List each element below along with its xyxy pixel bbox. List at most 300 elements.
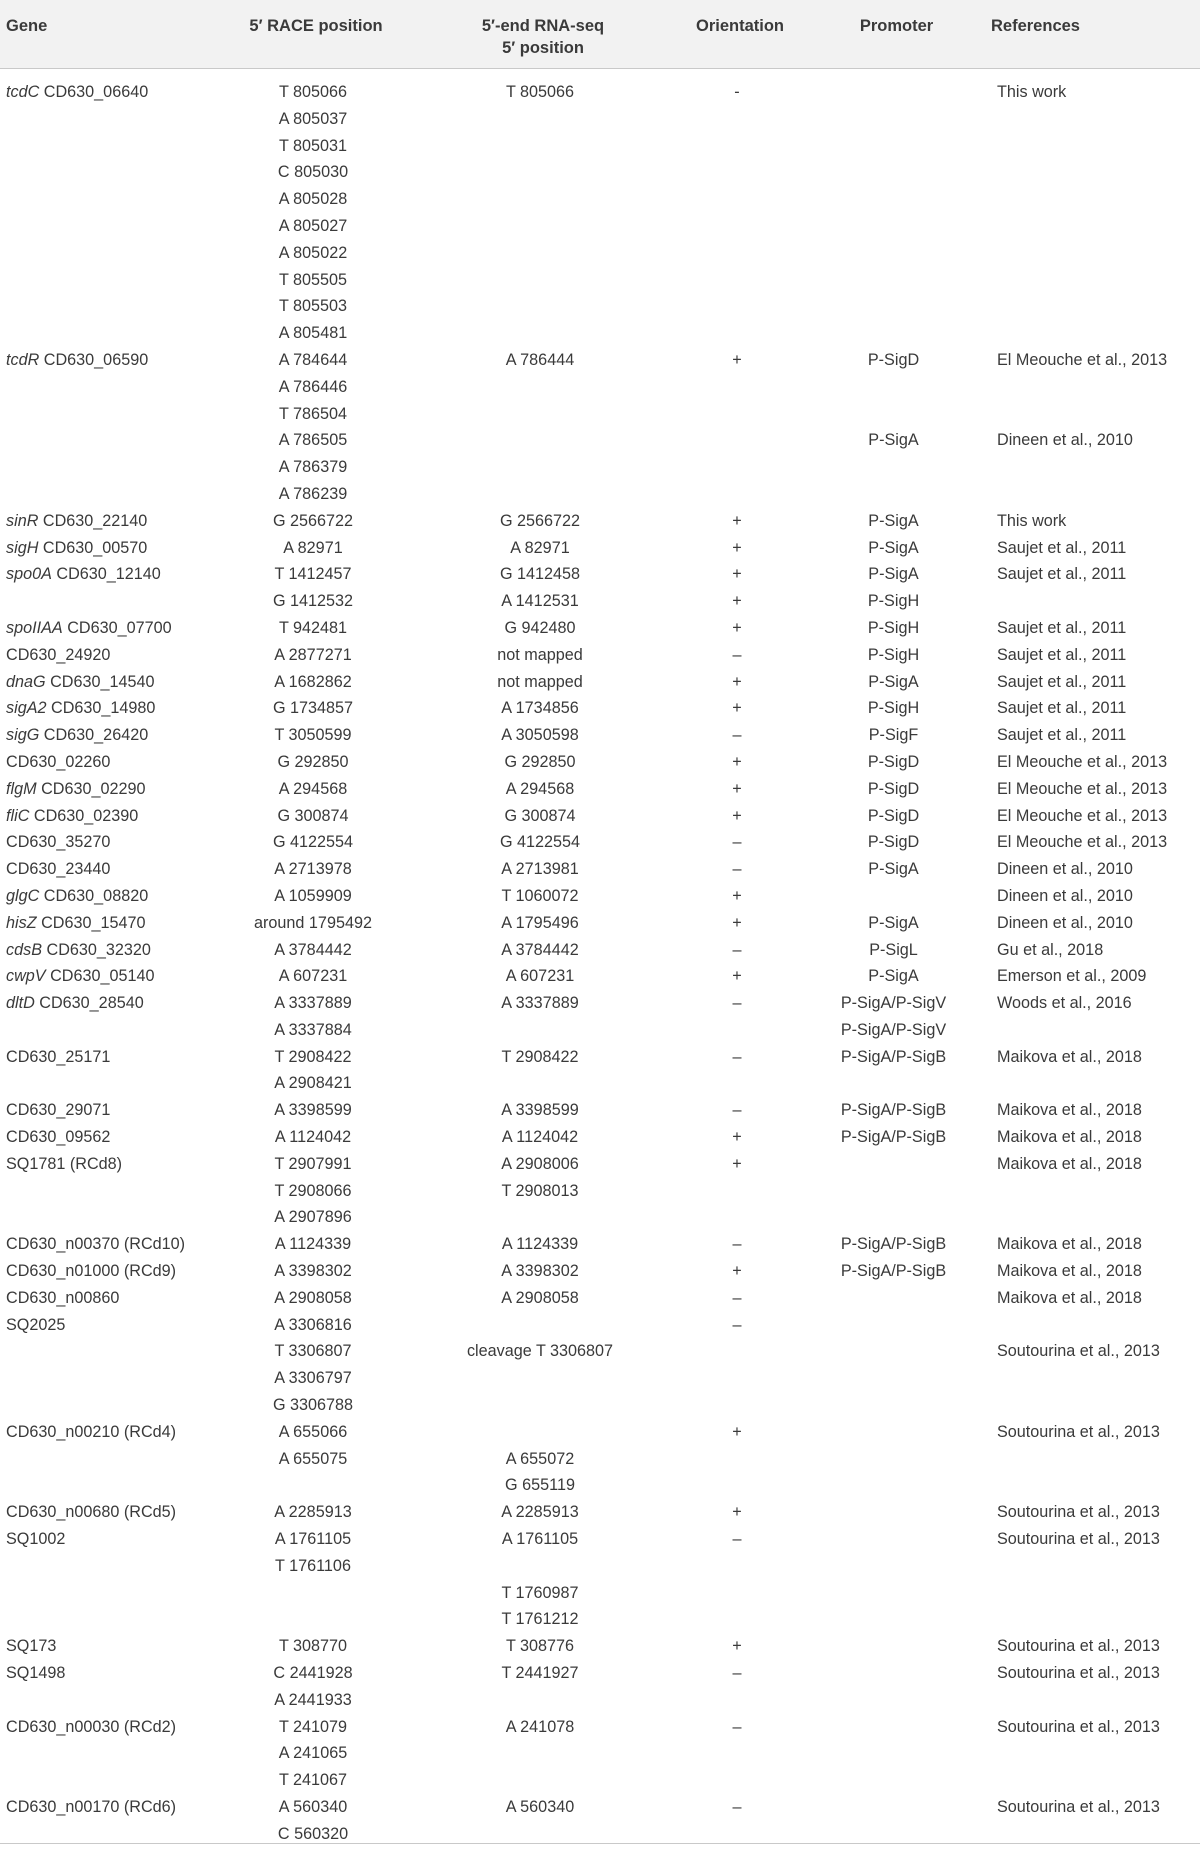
cell-race-position: A 655075 bbox=[278, 1449, 348, 1468]
cell-rnaseq-position bbox=[408, 427, 672, 454]
cell-orientation: + bbox=[732, 538, 742, 557]
gene-symbol: spo0A bbox=[6, 565, 52, 584]
cell-orientation: + bbox=[732, 886, 742, 905]
cell-promoter: P-SigA/P-SigB bbox=[840, 1047, 947, 1066]
cell-orientation bbox=[672, 1446, 802, 1473]
cell-reference: Maikova et al., 2018 bbox=[997, 1047, 1142, 1066]
cell-reference bbox=[985, 1580, 1200, 1607]
cell-promoter bbox=[802, 320, 985, 347]
gene-locus: SQ173 bbox=[6, 1637, 57, 1656]
table-row bbox=[0, 1044, 1200, 1071]
cell-rnaseq-position bbox=[408, 1312, 672, 1339]
cell-reference: Soutourina et al., 2013 bbox=[997, 1530, 1160, 1549]
gene-locus: CD630_n01000 (RCd9) bbox=[6, 1262, 177, 1281]
cell-promoter bbox=[802, 133, 985, 160]
cell-reference bbox=[985, 186, 1200, 213]
cell-race-position: A 3306797 bbox=[274, 1369, 352, 1388]
cell-promoter bbox=[802, 1285, 985, 1312]
cell-rnaseq-position bbox=[408, 454, 672, 481]
cell-race-position: T 786504 bbox=[278, 404, 348, 423]
table-row bbox=[0, 963, 1200, 990]
gene-locus: CD630_n00860 bbox=[6, 1288, 120, 1307]
cell-promoter: P-SigA bbox=[868, 860, 919, 879]
cell-orientation bbox=[672, 1580, 802, 1607]
cell-gene bbox=[0, 1472, 218, 1499]
gene-locus: SQ1002 bbox=[6, 1530, 66, 1549]
cell-gene bbox=[0, 240, 218, 267]
cell-gene bbox=[0, 374, 218, 401]
cell-rnaseq-position bbox=[408, 293, 672, 320]
cell-orientation bbox=[672, 1606, 802, 1633]
table-row bbox=[0, 133, 1200, 160]
cell-reference bbox=[985, 1606, 1200, 1633]
cell-reference bbox=[985, 213, 1200, 240]
cell-reference bbox=[985, 293, 1200, 320]
cell-orientation: + bbox=[732, 699, 742, 718]
cell-orientation bbox=[672, 1365, 802, 1392]
cell-reference: Saujet et al., 2011 bbox=[997, 618, 1127, 637]
cell-reference: This work bbox=[997, 83, 1067, 101]
cell-promoter: P-SigH bbox=[867, 699, 920, 718]
cell-reference: Dineen et al., 2010 bbox=[997, 860, 1133, 879]
table-row bbox=[0, 1580, 1200, 1607]
table-row bbox=[0, 1472, 1200, 1499]
cell-reference: Maikova et al., 2018 bbox=[997, 1154, 1142, 1173]
cell-reference: Saujet et al., 2011 bbox=[997, 565, 1127, 584]
cell-reference: El Meouche et al., 2013 bbox=[997, 752, 1168, 771]
cell-race-position: G 292850 bbox=[277, 752, 349, 771]
cell-race-position: T 805503 bbox=[278, 297, 348, 316]
cell-rnaseq-position bbox=[408, 213, 672, 240]
cell-promoter: P-SigA/P-SigB bbox=[840, 1235, 947, 1254]
cell-reference: Soutourina et al., 2013 bbox=[997, 1342, 1160, 1361]
cell-gene bbox=[0, 1285, 218, 1312]
cell-orientation bbox=[672, 1070, 802, 1097]
cell-orientation bbox=[672, 1178, 802, 1205]
cell-orientation: – bbox=[732, 1664, 742, 1683]
gene-symbol: flgM bbox=[6, 779, 37, 798]
cell-race-position: T 2908066 bbox=[274, 1181, 352, 1200]
cell-race-position: A 3398302 bbox=[274, 1262, 352, 1281]
cell-gene bbox=[0, 159, 218, 186]
cell-promoter bbox=[802, 883, 985, 910]
table-row bbox=[0, 1070, 1200, 1097]
cell-promoter bbox=[802, 240, 985, 267]
cell-rnaseq-position: A 3050598 bbox=[501, 726, 579, 745]
cell-reference bbox=[985, 1767, 1200, 1794]
cell-race-position: G 4122554 bbox=[272, 833, 354, 852]
gene-symbol: sigH bbox=[6, 538, 39, 557]
table-body bbox=[0, 69, 1200, 1848]
gene-locus: SQ1781 (RCd8) bbox=[6, 1154, 123, 1173]
cell-rnaseq-position: G 300874 bbox=[504, 806, 576, 825]
table-row bbox=[0, 615, 1200, 642]
cell-race-position: A 2713978 bbox=[274, 860, 352, 879]
cell-reference bbox=[985, 481, 1200, 508]
cell-race-position: G 1734857 bbox=[272, 699, 354, 718]
cell-orientation bbox=[672, 1767, 802, 1794]
cell-rnaseq-position: not mapped bbox=[497, 672, 583, 691]
cell-race-position: C 560320 bbox=[277, 1824, 349, 1843]
cell-gene bbox=[0, 1204, 218, 1231]
cell-gene bbox=[0, 749, 218, 776]
cell-orientation: – bbox=[732, 940, 742, 959]
cell-race-position: G 3306788 bbox=[272, 1396, 354, 1415]
gene-locus: CD630_29071 bbox=[6, 1101, 111, 1120]
cell-rnaseq-position: T 805066 bbox=[505, 83, 575, 101]
table-row bbox=[0, 1767, 1200, 1794]
table-row bbox=[0, 1714, 1200, 1741]
cell-promoter: P-SigA bbox=[868, 565, 919, 584]
cell-promoter: P-SigA bbox=[868, 511, 919, 530]
cell-rnaseq-position bbox=[408, 401, 672, 428]
table-row bbox=[0, 1687, 1200, 1714]
cell-race-position: T 805066 bbox=[278, 83, 348, 101]
cell-gene bbox=[0, 213, 218, 240]
cell-race-position: A 784644 bbox=[278, 350, 348, 369]
table-row bbox=[0, 749, 1200, 776]
cell-race-position: A 82971 bbox=[283, 538, 343, 557]
cell-race-position: T 308770 bbox=[278, 1637, 348, 1656]
cell-race-position: A 805027 bbox=[278, 216, 348, 235]
cell-promoter bbox=[802, 1687, 985, 1714]
cell-rnaseq-position bbox=[408, 1070, 672, 1097]
cell-race-position: A 607231 bbox=[278, 967, 348, 986]
gene-locus: CD630_28540 bbox=[34, 994, 144, 1013]
cell-promoter bbox=[802, 106, 985, 133]
table-row bbox=[0, 1446, 1200, 1473]
cell-reference: Dineen et al., 2010 bbox=[997, 886, 1133, 905]
cell-gene bbox=[0, 803, 218, 830]
cell-race-position: T 805505 bbox=[278, 270, 348, 289]
cell-orientation: + bbox=[732, 350, 742, 369]
cell-promoter bbox=[802, 374, 985, 401]
cell-orientation bbox=[672, 1017, 802, 1044]
cell-rnaseq-position bbox=[408, 267, 672, 294]
header-gene: Gene bbox=[0, 0, 218, 69]
table-row bbox=[0, 1097, 1200, 1124]
cell-rnaseq-position: A 1124339 bbox=[501, 1235, 579, 1254]
cell-orientation bbox=[672, 1338, 802, 1365]
table-row bbox=[0, 669, 1200, 696]
gene-symbol: fliC bbox=[6, 806, 30, 825]
cell-reference: Saujet et al., 2011 bbox=[997, 645, 1127, 664]
cell-gene bbox=[0, 910, 218, 937]
cell-reference: El Meouche et al., 2013 bbox=[997, 806, 1168, 825]
cell-race-position: T 942481 bbox=[278, 618, 348, 637]
cell-gene bbox=[0, 508, 218, 535]
cell-promoter: P-SigA bbox=[868, 672, 919, 691]
table-row bbox=[0, 401, 1200, 428]
cell-reference bbox=[985, 588, 1200, 615]
cell-orientation bbox=[672, 159, 802, 186]
gene-symbol: hisZ bbox=[6, 913, 37, 932]
table-row bbox=[0, 320, 1200, 347]
cell-race-position: A 1124339 bbox=[274, 1235, 352, 1254]
cell-promoter: P-SigD bbox=[867, 779, 920, 798]
cell-orientation bbox=[672, 427, 802, 454]
cell-rnaseq-position bbox=[408, 1553, 672, 1580]
table-row bbox=[0, 106, 1200, 133]
table-row bbox=[0, 1633, 1200, 1660]
cell-reference: Soutourina et al., 2013 bbox=[997, 1503, 1160, 1522]
cell-gene bbox=[0, 615, 218, 642]
cell-reference: Maikova et al., 2018 bbox=[997, 1262, 1142, 1281]
cell-rnaseq-position bbox=[408, 106, 672, 133]
cell-promoter: P-SigA bbox=[868, 538, 919, 557]
cell-orientation: – bbox=[732, 1530, 742, 1549]
cell-orientation: – bbox=[732, 645, 742, 664]
gene-symbol: sinR bbox=[6, 511, 39, 530]
cell-race-position: G 1412532 bbox=[272, 592, 354, 611]
cell-rnaseq-position: G 942480 bbox=[504, 618, 576, 637]
header-row bbox=[0, 0, 1200, 69]
cell-promoter: P-SigA bbox=[868, 967, 919, 986]
cell-orientation bbox=[672, 186, 802, 213]
table-row bbox=[0, 159, 1200, 186]
cell-rnaseq-position: A 3398302 bbox=[501, 1262, 579, 1281]
cell-rnaseq-position: A 2908058 bbox=[501, 1288, 579, 1307]
cell-reference: This work bbox=[997, 511, 1067, 530]
table-row bbox=[0, 937, 1200, 964]
cell-race-position: T 805031 bbox=[278, 136, 348, 155]
cell-reference: Soutourina et al., 2013 bbox=[997, 1637, 1160, 1656]
cell-orientation: + bbox=[732, 1128, 742, 1147]
table-row bbox=[0, 1794, 1200, 1821]
cell-rnaseq-position: A 1795496 bbox=[501, 913, 579, 932]
cell-orientation bbox=[672, 1687, 802, 1714]
cell-promoter bbox=[802, 1714, 985, 1741]
cell-promoter bbox=[802, 1365, 985, 1392]
cell-reference bbox=[985, 1446, 1200, 1473]
cell-orientation: – bbox=[732, 994, 742, 1013]
cell-rnaseq-position bbox=[408, 1204, 672, 1231]
gene-locus: CD630_n00030 (RCd2) bbox=[6, 1717, 177, 1736]
cell-reference: Soutourina et al., 2013 bbox=[997, 1798, 1160, 1816]
cell-orientation: – bbox=[732, 1717, 742, 1736]
cell-race-position: T 3306807 bbox=[274, 1342, 352, 1361]
cell-race-position: A 3306816 bbox=[274, 1315, 352, 1334]
cell-promoter bbox=[802, 1633, 985, 1660]
cell-reference bbox=[985, 159, 1200, 186]
gene-locus: CD630_n00370 (RCd10) bbox=[6, 1235, 186, 1254]
cell-race-position: A 805022 bbox=[278, 243, 348, 262]
cell-rnaseq-position: A 2285913 bbox=[501, 1503, 579, 1522]
cell-rnaseq-position: A 241078 bbox=[505, 1717, 575, 1736]
cell-race-position: A 2908058 bbox=[274, 1288, 352, 1307]
cell-orientation: + bbox=[732, 1154, 742, 1173]
table-row bbox=[0, 1553, 1200, 1580]
table-row bbox=[0, 374, 1200, 401]
gene-locus: CD630_n00170 (RCd6) bbox=[6, 1798, 177, 1816]
table-row bbox=[0, 1258, 1200, 1285]
table-row bbox=[0, 427, 1200, 454]
cell-race-position: A 3784442 bbox=[274, 940, 352, 959]
cell-promoter bbox=[802, 1553, 985, 1580]
cell-rnaseq-position: G 2566722 bbox=[499, 511, 581, 530]
table-row bbox=[0, 1740, 1200, 1767]
table-row bbox=[0, 186, 1200, 213]
table-row bbox=[0, 883, 1200, 910]
cell-rnaseq-position: A 655072 bbox=[505, 1449, 575, 1468]
cell-gene bbox=[0, 1499, 218, 1526]
cell-race-position: T 1412457 bbox=[274, 565, 352, 584]
cell-race-position: around 1795492 bbox=[254, 913, 372, 932]
cell-reference bbox=[985, 454, 1200, 481]
cell-race-position bbox=[218, 1606, 408, 1633]
gene-symbol: dltD bbox=[6, 994, 35, 1013]
cell-reference: Maikova et al., 2018 bbox=[997, 1288, 1142, 1307]
cell-reference: Saujet et al., 2011 bbox=[997, 699, 1127, 718]
table-row bbox=[0, 1231, 1200, 1258]
cell-reference bbox=[985, 1178, 1200, 1205]
gene-locus: CD630_35270 bbox=[6, 833, 111, 852]
cell-rnaseq-position: cleavage T 3306807 bbox=[466, 1342, 614, 1361]
table-row bbox=[0, 910, 1200, 937]
header-rnaseq-position: 5′-end RNA-seq 5′ position bbox=[408, 0, 672, 69]
cell-race-position: C 2441928 bbox=[273, 1664, 353, 1683]
cell-race-position bbox=[218, 1580, 408, 1607]
header-orientation: Orientation bbox=[672, 0, 802, 69]
cell-promoter bbox=[802, 1070, 985, 1097]
cell-orientation: – bbox=[732, 1315, 742, 1334]
header-race-position: 5′ RACE position bbox=[218, 0, 408, 69]
cell-rnaseq-position bbox=[408, 159, 672, 186]
cell-gene bbox=[0, 937, 218, 964]
cell-orientation bbox=[672, 293, 802, 320]
cell-promoter bbox=[802, 1204, 985, 1231]
cell-rnaseq-position: T 1761212 bbox=[501, 1610, 579, 1629]
cell-promoter bbox=[802, 267, 985, 294]
table-row bbox=[0, 561, 1200, 588]
cell-gene bbox=[0, 535, 218, 562]
gene-locus: CD630_12140 bbox=[51, 565, 161, 584]
table-row bbox=[0, 347, 1200, 374]
cell-orientation bbox=[672, 454, 802, 481]
cell-reference bbox=[985, 106, 1200, 133]
cell-race-position: A 786379 bbox=[278, 458, 348, 477]
cell-orientation: + bbox=[732, 565, 742, 584]
cell-gene bbox=[0, 1714, 218, 1741]
table-row bbox=[0, 1526, 1200, 1553]
table-row bbox=[0, 642, 1200, 669]
cell-gene bbox=[0, 320, 218, 347]
cell-reference: Dineen et al., 2010 bbox=[997, 431, 1133, 450]
cell-orientation: - bbox=[734, 83, 740, 101]
table-row bbox=[0, 1178, 1200, 1205]
cell-gene bbox=[0, 561, 218, 588]
cell-gene bbox=[0, 1526, 218, 1553]
table-row bbox=[0, 990, 1200, 1017]
cell-rnaseq-position: T 2441927 bbox=[501, 1664, 579, 1683]
gene-locus: CD630_24920 bbox=[6, 645, 111, 664]
cell-rnaseq-position: A 3784442 bbox=[501, 940, 579, 959]
cell-orientation bbox=[672, 133, 802, 160]
cell-rnaseq-position bbox=[408, 1419, 672, 1446]
cell-gene bbox=[0, 990, 218, 1017]
cell-orientation bbox=[672, 1204, 802, 1231]
cell-reference bbox=[985, 1312, 1200, 1339]
gene-locus: CD630_n00680 (RCd5) bbox=[6, 1503, 177, 1522]
gene-symbol: tcdC bbox=[6, 83, 40, 101]
table-row bbox=[0, 1151, 1200, 1178]
cell-orientation bbox=[672, 401, 802, 428]
gene-locus: CD630_08820 bbox=[39, 886, 149, 905]
cell-race-position: A 1761105 bbox=[274, 1530, 352, 1549]
cell-promoter: P-SigF bbox=[868, 726, 919, 745]
cell-gene bbox=[0, 883, 218, 910]
cell-rnaseq-position: A 2713981 bbox=[501, 860, 579, 879]
cell-rnaseq-position: not mapped bbox=[497, 645, 583, 664]
cell-reference bbox=[985, 133, 1200, 160]
cell-gene bbox=[0, 1312, 218, 1339]
table-row bbox=[0, 1017, 1200, 1044]
cell-gene bbox=[0, 1392, 218, 1419]
cell-promoter: P-SigA/P-SigV bbox=[840, 1020, 947, 1039]
cell-rnaseq-position bbox=[408, 1740, 672, 1767]
cell-orientation: + bbox=[732, 1503, 742, 1522]
cell-rnaseq-position: A 1412531 bbox=[501, 592, 579, 611]
cell-gene bbox=[0, 1794, 218, 1821]
gene-locus: CD630_07700 bbox=[62, 618, 172, 637]
cell-reference: Saujet et al., 2011 bbox=[997, 726, 1127, 745]
cell-race-position: T 2907991 bbox=[274, 1154, 352, 1173]
cell-rnaseq-position bbox=[408, 1365, 672, 1392]
cell-race-position bbox=[218, 1472, 408, 1499]
cell-race-position: T 1761106 bbox=[275, 1556, 351, 1575]
cell-gene bbox=[0, 829, 218, 856]
cell-race-position: A 3398599 bbox=[274, 1101, 352, 1120]
cell-promoter bbox=[802, 454, 985, 481]
cell-promoter bbox=[802, 186, 985, 213]
cell-gene bbox=[0, 1365, 218, 1392]
cell-race-position: A 786239 bbox=[278, 484, 348, 503]
cell-rnaseq-position bbox=[408, 1767, 672, 1794]
table-row bbox=[0, 856, 1200, 883]
cell-gene bbox=[0, 1178, 218, 1205]
cell-gene bbox=[0, 1633, 218, 1660]
cell-orientation: – bbox=[732, 726, 742, 745]
cell-gene bbox=[0, 1097, 218, 1124]
cell-race-position: G 300874 bbox=[277, 806, 349, 825]
cell-race-position: A 786505 bbox=[278, 431, 348, 450]
cell-rnaseq-position: A 786444 bbox=[505, 350, 575, 369]
cell-promoter: P-SigD bbox=[867, 350, 920, 369]
cell-rnaseq-position: A 1124042 bbox=[501, 1128, 579, 1147]
cell-race-position: A 560340 bbox=[278, 1798, 348, 1816]
gene-locus: CD630_02290 bbox=[36, 779, 146, 798]
cell-reference: Emerson et al., 2009 bbox=[997, 967, 1147, 986]
cell-reference: Saujet et al., 2011 bbox=[997, 538, 1127, 557]
cell-reference: El Meouche et al., 2013 bbox=[997, 833, 1168, 852]
gene-locus: CD630_14980 bbox=[46, 699, 156, 718]
cell-gene bbox=[0, 1338, 218, 1365]
table-row bbox=[0, 829, 1200, 856]
cell-reference: Woods et al., 2016 bbox=[997, 994, 1132, 1013]
cell-orientation: – bbox=[732, 1288, 742, 1307]
cell-promoter bbox=[802, 1526, 985, 1553]
table-row bbox=[0, 1606, 1200, 1633]
cell-orientation: – bbox=[732, 1101, 742, 1120]
cell-reference bbox=[985, 320, 1200, 347]
gene-symbol: spoIIAA bbox=[6, 618, 63, 637]
cell-rnaseq-position: T 2908422 bbox=[501, 1047, 579, 1066]
cell-promoter bbox=[802, 1660, 985, 1687]
cell-gene bbox=[0, 963, 218, 990]
cell-orientation: – bbox=[732, 833, 742, 852]
table-row bbox=[0, 1285, 1200, 1312]
cell-race-position: A 2285913 bbox=[274, 1503, 352, 1522]
